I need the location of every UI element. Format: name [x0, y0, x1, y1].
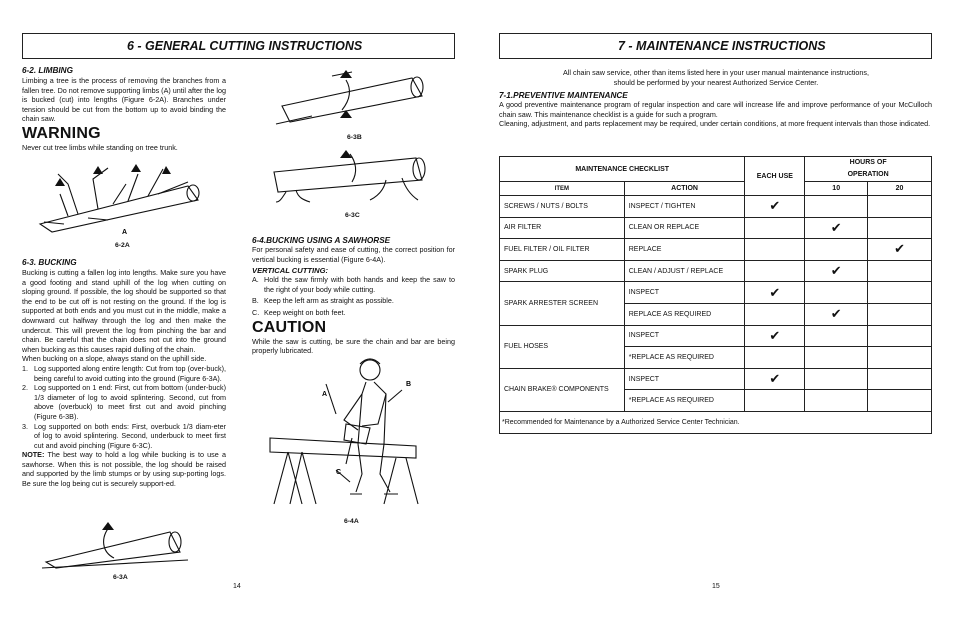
page-number-left: 14	[233, 583, 241, 590]
table-header-row-2	[500, 182, 932, 196]
bucking-item-2-num: 2.	[22, 383, 28, 393]
item-cell: CHAIN BRAKE® COMPONENTS	[500, 368, 625, 411]
action-header: ACTION	[624, 182, 745, 196]
check-cell-10	[805, 196, 868, 218]
bucking-slope-text: When bucking on a slope, always stand on the uphill side.	[22, 354, 207, 364]
check-cell-each	[745, 260, 805, 282]
bucking-item-2-text: Log supported on 1 end: First, cut from bottom (under-buck) 1/3 diameter of log to avoid splintering. Second, cut from above (overbuck) to meet first cut and avoid pinching (Figure 6-3B).	[34, 383, 226, 421]
preventive-maintenance-text-2: Cleaning, adjustment, and parts replacement may be required, under certain conditions, at more frequent intervals than those indicated.	[499, 119, 931, 129]
bucking-item-2	[22, 383, 226, 421]
item-cell: SPARK PLUG	[500, 260, 625, 282]
table-row	[500, 282, 932, 304]
vertical-item-a-num: A.	[252, 275, 259, 285]
sawhorse-text: For personal safety and ease of cutting, the correct position for vertical bucking is essential (Figure 6-4A).	[252, 245, 455, 264]
check-cell-10	[805, 368, 868, 390]
action-cell: REPLACE AS REQUIRED	[624, 303, 745, 325]
checkmark-icon: ✔	[830, 219, 842, 235]
figure-6-2a-limbing-illustration	[38, 154, 208, 234]
general-cutting-title: 6 - GENERAL CUTTING INSTRUCTIONS	[127, 39, 363, 53]
note-label: NOTE:	[22, 450, 45, 460]
figure-6-3b-underbuck-illustration	[272, 66, 437, 128]
check-cell-20	[868, 347, 932, 369]
figure-6-4a-marker-a: A	[322, 391, 328, 398]
figure-6-4a-marker-c: C	[336, 469, 342, 476]
check-cell-each	[745, 368, 805, 390]
vertical-item-b-num: B.	[252, 296, 259, 306]
page-number-right: 15	[712, 583, 720, 590]
bucking-item-3	[22, 422, 226, 451]
vertical-item-a	[252, 275, 455, 294]
preventive-maintenance-title: 7-1.PREVENTIVE MAINTENANCE	[499, 91, 628, 100]
table-header-row-1	[500, 157, 932, 182]
check-cell-20	[868, 239, 932, 261]
left-column-2	[252, 236, 455, 356]
item-cell: FUEL HOSES	[500, 325, 625, 368]
hours-10-header: 10	[805, 182, 868, 196]
section-heading-maintenance	[499, 33, 932, 59]
bucking-item-3-text: Log supported on both ends: First, overbuck 1/3 diam-eter of log to avoid splintering. Second, underbuck to meet first cut and avoid pinching (Figure 6-3C).	[34, 421, 226, 450]
left-column-1	[22, 66, 226, 153]
bucking-text: Bucking is cutting a fallen log into lengths. Make sure you have a good footing and stand uphill of the log when cutting on sloping ground. If possible, the log should be supported so that the end to be cut off is not resting on the ground. If the log is supported at both ends and you must cut in the middle, make a downward cut halfway through the log and then make the undercut. This will prevent the log from pinching the bar and chain. Be careful that the chain does not cut into the ground when bucking as this causes rapid dulling of the chain.	[22, 268, 226, 354]
item-cell: SCREWS / NUTS / BOLTS	[500, 196, 625, 218]
table-row	[500, 239, 932, 261]
vertical-item-b	[252, 296, 455, 306]
check-cell-each	[745, 347, 805, 369]
figure-6-3a-overbuck-illustration	[40, 518, 190, 570]
sawhorse-title: 6-4.BUCKING USING A SAWHORSE	[252, 236, 391, 245]
checkmark-icon: ✔	[769, 284, 781, 300]
item-header: ITEM	[500, 182, 625, 196]
bucking-title: 6-3. BUCKING	[22, 258, 77, 267]
table-footnote-row	[500, 411, 932, 433]
maintenance-title: 7 - MAINTENANCE INSTRUCTIONS	[618, 39, 826, 53]
check-cell-10	[805, 303, 868, 325]
vertical-item-c	[252, 308, 455, 318]
warning-label: WARNING	[22, 124, 101, 142]
check-cell-each	[745, 217, 805, 239]
action-cell: *REPLACE AS REQUIRED	[624, 347, 745, 369]
maintenance-checklist-table	[499, 156, 932, 434]
figure-6-3b-caption: 6-3B	[347, 134, 362, 141]
figure-6-4a-caption: 6-4A	[344, 518, 359, 525]
action-cell: CLEAN OR REPLACE	[624, 217, 745, 239]
action-cell: REPLACE	[624, 239, 745, 261]
action-cell: INSPECT	[624, 282, 745, 304]
action-cell: INSPECT	[624, 368, 745, 390]
bucking-item-1	[22, 364, 226, 383]
checklist-title: MAINTENANCE CHECKLIST	[500, 157, 745, 182]
table-row	[500, 368, 932, 390]
warning-text: Never cut tree limbs while standing on tree trunk.	[22, 142, 178, 152]
action-cell: *REPLACE AS REQUIRED	[624, 390, 745, 412]
table-footnote: *Recommended for Maintenance by a Authorized Service Center Technician.	[500, 411, 932, 433]
action-cell: INSPECT / TIGHTEN	[624, 196, 745, 218]
check-cell-each	[745, 390, 805, 412]
checkmark-icon: ✔	[830, 263, 842, 279]
hours-of-label: HOURS OF	[849, 159, 887, 166]
check-cell-20	[868, 325, 932, 347]
bucking-note	[22, 450, 226, 488]
item-cell: FUEL FILTER / OIL FILTER	[500, 239, 625, 261]
check-cell-10	[805, 390, 868, 412]
check-cell-each	[745, 303, 805, 325]
item-cell: SPARK ARRESTER SCREEN	[500, 282, 625, 325]
item-cell: AIR FILTER	[500, 217, 625, 239]
check-cell-20	[868, 390, 932, 412]
figure-6-4a-sawhorse-illustration	[266, 354, 426, 510]
check-cell-20	[868, 196, 932, 218]
caution-text: While the saw is cutting, be sure the chain and bar are being properly lubricated.	[252, 336, 455, 356]
check-cell-each	[745, 325, 805, 347]
check-cell-10	[805, 217, 868, 239]
caution-label: CAUTION	[252, 318, 327, 336]
checkmark-icon: ✔	[830, 306, 842, 322]
checkmark-icon: ✔	[894, 241, 906, 257]
preventive-maintenance-text: A good preventive maintenance program of regular inspection and care will increase life and improve performance of your McCulloch chain saw. This maintenance checklist is a guide for such a program.	[499, 100, 932, 119]
note-text: The best way to hold a log while bucking is to use a sawhorse. When this is not possible, the log should be raised and supported by the limb stumps or by using sup-porting logs. Be sure the log being cut is securely support-ed.	[22, 450, 226, 489]
checkmark-icon: ✔	[769, 327, 781, 343]
preventive-maintenance-section	[499, 91, 932, 129]
check-cell-20	[868, 260, 932, 282]
figure-6-4a-marker-b: B	[406, 381, 412, 388]
table-row	[500, 325, 932, 347]
vertical-item-a-text: Hold the saw firmly with both hands and keep the saw to the right of your body while cutting.	[264, 275, 455, 294]
check-cell-each	[745, 196, 805, 218]
figure-6-3c-caption: 6-3C	[345, 212, 360, 219]
hours-20-header: 20	[868, 182, 932, 196]
checkmark-icon: ✔	[769, 371, 781, 387]
check-cell-20	[868, 368, 932, 390]
table-row	[500, 217, 932, 239]
bucking-item-3-num: 3.	[22, 421, 28, 431]
figure-6-2a-marker: A	[122, 229, 128, 234]
each-use-header: EACH USE	[745, 157, 805, 196]
limbing-text: Limbing a tree is the process of removing the branches from a fallen tree. Do not remove supporting limbs (A) until after the log is bucked (cut) into lengths (Figure 6-2A). Branches under tension should be cut from the bottom up to avoid binding the chain saw.	[22, 76, 226, 124]
vertical-cutting-title: VERTICAL CUTTING:	[252, 266, 329, 276]
operation-label: OPERATION	[847, 171, 889, 178]
check-cell-each	[745, 282, 805, 304]
section-heading-general-cutting	[22, 33, 455, 59]
figure-6-2a-caption: 6-2A	[115, 242, 130, 249]
maintenance-table-body	[500, 196, 932, 412]
bucking-item-1-num: 1.	[22, 363, 28, 373]
vertical-item-c-num: C.	[252, 307, 260, 317]
vertical-item-c-text: Keep weight on both feet.	[264, 307, 346, 317]
vertical-item-b-text: Keep the left arm as straight as possible.	[264, 296, 394, 306]
limbing-title: 6-2. LIMBING	[22, 66, 73, 75]
bucking-section	[22, 258, 226, 489]
hours-header	[805, 157, 932, 182]
check-cell-10	[805, 260, 868, 282]
figure-6-3c-both-ends-illustration	[266, 146, 436, 204]
table-row	[500, 260, 932, 282]
check-cell-10	[805, 239, 868, 261]
check-cell-10	[805, 325, 868, 347]
check-cell-20	[868, 303, 932, 325]
action-cell: INSPECT	[624, 325, 745, 347]
maintenance-intro: All chain saw service, other than items listed here in your user manual maintenance instructions, should be performed by your nearest Authorized Service Center.	[562, 68, 870, 87]
action-cell: CLEAN / ADJUST / REPLACE	[624, 260, 745, 282]
checkmark-icon: ✔	[769, 198, 781, 214]
check-cell-20	[868, 282, 932, 304]
figure-6-3a-caption: 6-3A	[113, 574, 128, 581]
check-cell-20	[868, 217, 932, 239]
bucking-item-1-text: Log supported along entire length: Cut from top (over-buck), being careful to avoid cutting into the ground (Figure 6-3A).	[34, 363, 226, 383]
check-cell-each	[745, 239, 805, 261]
check-cell-10	[805, 347, 868, 369]
table-row	[500, 196, 932, 218]
check-cell-10	[805, 282, 868, 304]
